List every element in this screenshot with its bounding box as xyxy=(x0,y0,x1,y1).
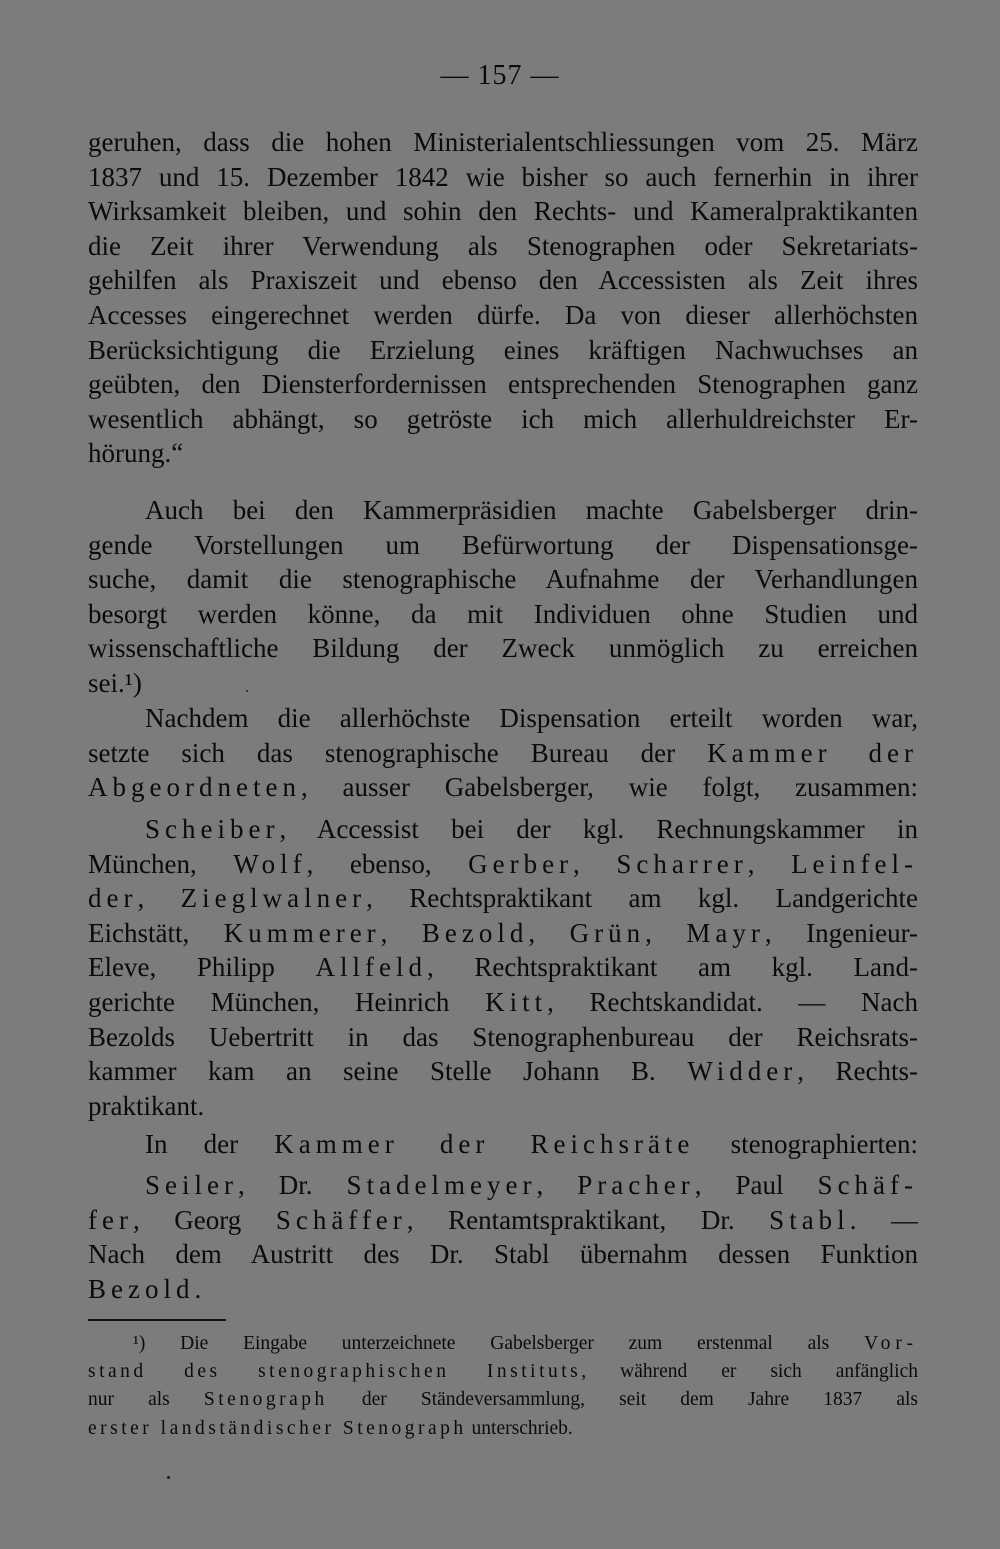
person-name: Scheiber xyxy=(145,814,280,844)
text-line: Nach dem Austritt des Dr. Stabl übernahm dessen Funktion xyxy=(88,1239,918,1270)
person-name: Stabl xyxy=(769,1204,850,1235)
paragraph-dispensation xyxy=(88,701,918,805)
text-line: hörung.“ xyxy=(88,438,184,469)
person-name: Leinfel- xyxy=(791,848,919,879)
text-run: , xyxy=(137,883,181,914)
spaced-term: Vor- xyxy=(864,1333,918,1354)
footnote-line xyxy=(88,1415,918,1443)
person-name: Widder xyxy=(687,1056,798,1087)
person-name: Wolf xyxy=(233,848,307,879)
text-run: ¹) Die Eingabe unterzeichnete Gabelsberger zum erstenmal als xyxy=(133,1333,865,1354)
text-line: Nachdem die allerhöchste Dispensation erteilt worden war, xyxy=(145,703,918,733)
footnote-separator xyxy=(88,1319,226,1321)
text-run: Eleve, Philipp xyxy=(88,952,316,983)
spaced-term: erster landständischer Stenograph xyxy=(88,1417,467,1439)
text-run: . — xyxy=(849,1204,918,1235)
text-line: Berücksichtigung die Erzielung eines kräftigen Nachwuchses an xyxy=(88,334,918,365)
text-run: , ebenso, xyxy=(306,848,469,879)
text-run: , xyxy=(536,1170,578,1200)
text-line xyxy=(88,770,918,805)
text-line: besorgt werden könne, da mit Individuen ohne Studien und xyxy=(88,598,918,629)
text-line: suche, damit die stenographische Aufnahme der Verhandlungen xyxy=(88,564,918,595)
spaced-term: Stenograph xyxy=(203,1389,328,1411)
footnote-line xyxy=(88,1358,918,1386)
paragraph-quote-continuation xyxy=(88,125,918,471)
text-run: stenographierten: xyxy=(694,1129,918,1159)
text-run: , Rechts- xyxy=(797,1056,918,1087)
text-run: , Rechtspraktikant am kgl. Land- xyxy=(427,952,919,983)
paragraph-kammerpraesidien xyxy=(88,493,918,701)
text-run: gerichte München, Heinrich xyxy=(88,986,486,1017)
text-line xyxy=(88,1168,918,1203)
text-line xyxy=(88,812,918,847)
text-line: praktikant. xyxy=(88,1090,205,1121)
text-run: , xyxy=(528,917,570,948)
spaced-term: stand des stenographischen Instituts xyxy=(88,1361,582,1383)
text-line xyxy=(88,1054,918,1089)
text-run: nur als xyxy=(88,1389,204,1411)
page-number: — 157 — xyxy=(440,60,560,91)
person-name: Scharrer xyxy=(616,848,748,879)
text-line xyxy=(88,916,918,951)
spaced-term: Kammer der Reichsräte xyxy=(274,1129,695,1159)
text-run: In der xyxy=(145,1129,275,1159)
person-name: Schäffer xyxy=(275,1204,407,1235)
text-run: Eichstätt, xyxy=(88,917,224,948)
text-run: , Rechtskandidat. — Nach xyxy=(547,986,918,1017)
text-line: die Zeit ihrer Verwendung als Stenographen oder Sekretariats- xyxy=(88,230,918,261)
text-line xyxy=(88,1203,918,1238)
text-line: wissenschaftliche Bildung der Zweck unmöglich zu erreichen xyxy=(88,633,918,664)
text-line: gende Vorstellungen um Befürwortung der Dispensationsge- xyxy=(88,529,918,560)
text-line xyxy=(88,1127,918,1162)
spaced-term: Abgeordneten xyxy=(88,772,301,803)
scan-speck xyxy=(167,1476,170,1479)
person-name: Seiler xyxy=(145,1170,238,1200)
person-name: Pracher xyxy=(577,1170,695,1200)
text-line: wesentlich abhängt, so getröste ich mich allerhuldreichster Er- xyxy=(88,403,918,434)
text-run: , Georg xyxy=(132,1204,276,1235)
text-run: München, xyxy=(88,848,234,879)
person-name: Allfeld xyxy=(315,952,428,983)
person-name: Bezold xyxy=(421,917,529,948)
text-line xyxy=(88,847,918,882)
text-line xyxy=(88,985,918,1020)
person-name: Gerber xyxy=(468,848,574,879)
text-run: , Rechtspraktikant am kgl. Landgerichte xyxy=(366,883,918,914)
person-name: Schäf- xyxy=(817,1170,919,1200)
text-run: , Rentamtspraktikant, Dr. xyxy=(406,1204,770,1235)
text-run: , xyxy=(380,917,422,948)
footnote-line xyxy=(88,1386,918,1414)
paragraph-stenographer-list xyxy=(88,812,918,1123)
paragraph-reichsraete-list xyxy=(88,1168,918,1306)
text-line: geruhen, dass die hohen Ministerialentschliessungen vom 25. März xyxy=(88,127,918,157)
text-line: Auch bei den Kammerpräsidien machte Gabelsberger drin- xyxy=(145,495,918,525)
text-line: Bezold. xyxy=(88,1273,207,1304)
text-line: Accesses eingerechnet werden dürfe. Da von dieser allerhöchsten xyxy=(88,299,918,330)
footnote xyxy=(88,1330,918,1443)
text-run: unterschrieb. xyxy=(466,1417,573,1439)
person-name: fer xyxy=(88,1204,133,1235)
person-name: Kitt xyxy=(485,986,548,1017)
text-line: gehilfen als Praxiszeit und ebenso den Accessisten als Zeit ihres xyxy=(88,265,918,296)
text-run: , Dr. xyxy=(237,1170,347,1200)
text-run: , ausser Gabelsberger, wie folgt, zusammen: xyxy=(300,772,918,803)
person-name: der xyxy=(88,883,138,914)
text-run: , xyxy=(747,848,792,879)
scan-speck xyxy=(246,690,248,692)
text-line xyxy=(88,881,918,916)
text-line: 1837 und 15. Dezember 1842 wie bisher so auch fernerhin in ihrer xyxy=(88,161,918,192)
paragraph-reichsraete xyxy=(88,1127,918,1162)
text-run: kammer kam an seine Stelle Johann B. xyxy=(88,1056,688,1087)
text-line: sei.¹) xyxy=(88,667,142,698)
text-run: der Ständeversammlung, seit dem Jahre 1837 als xyxy=(327,1389,919,1411)
footnote-line xyxy=(88,1330,918,1358)
text-run: , während er sich anfänglich xyxy=(581,1361,919,1383)
text-run: setzte sich das stenographische Bureau der xyxy=(88,737,708,768)
text-line: geübten, den Diensterfordernissen entsprechenden Stenographen ganz xyxy=(88,369,918,400)
person-name: Stadelmeyer xyxy=(346,1170,537,1200)
text-run: , Paul xyxy=(694,1170,818,1200)
text-line: Wirksamkeit bleiben, und sohin den Rechts- und Kameralpraktikanten xyxy=(88,196,918,227)
text-line: Bezolds Uebertritt in das Stenographenbureau der Reichsrats- xyxy=(88,1021,918,1052)
person-name: Grün xyxy=(569,917,646,948)
text-run: , xyxy=(573,848,617,879)
spaced-term: Kammer der xyxy=(707,737,918,768)
text-run: , Ingenieur- xyxy=(764,917,919,948)
person-name: Zieglwalner xyxy=(180,883,367,914)
text-line xyxy=(88,950,918,985)
text-run: , xyxy=(645,917,687,948)
text-run: , Accessist bei der kgl. Rechnungskammer in xyxy=(279,814,918,844)
person-name: Kummerer xyxy=(223,917,381,948)
text-line xyxy=(88,736,918,771)
person-name: Mayr xyxy=(686,917,765,948)
